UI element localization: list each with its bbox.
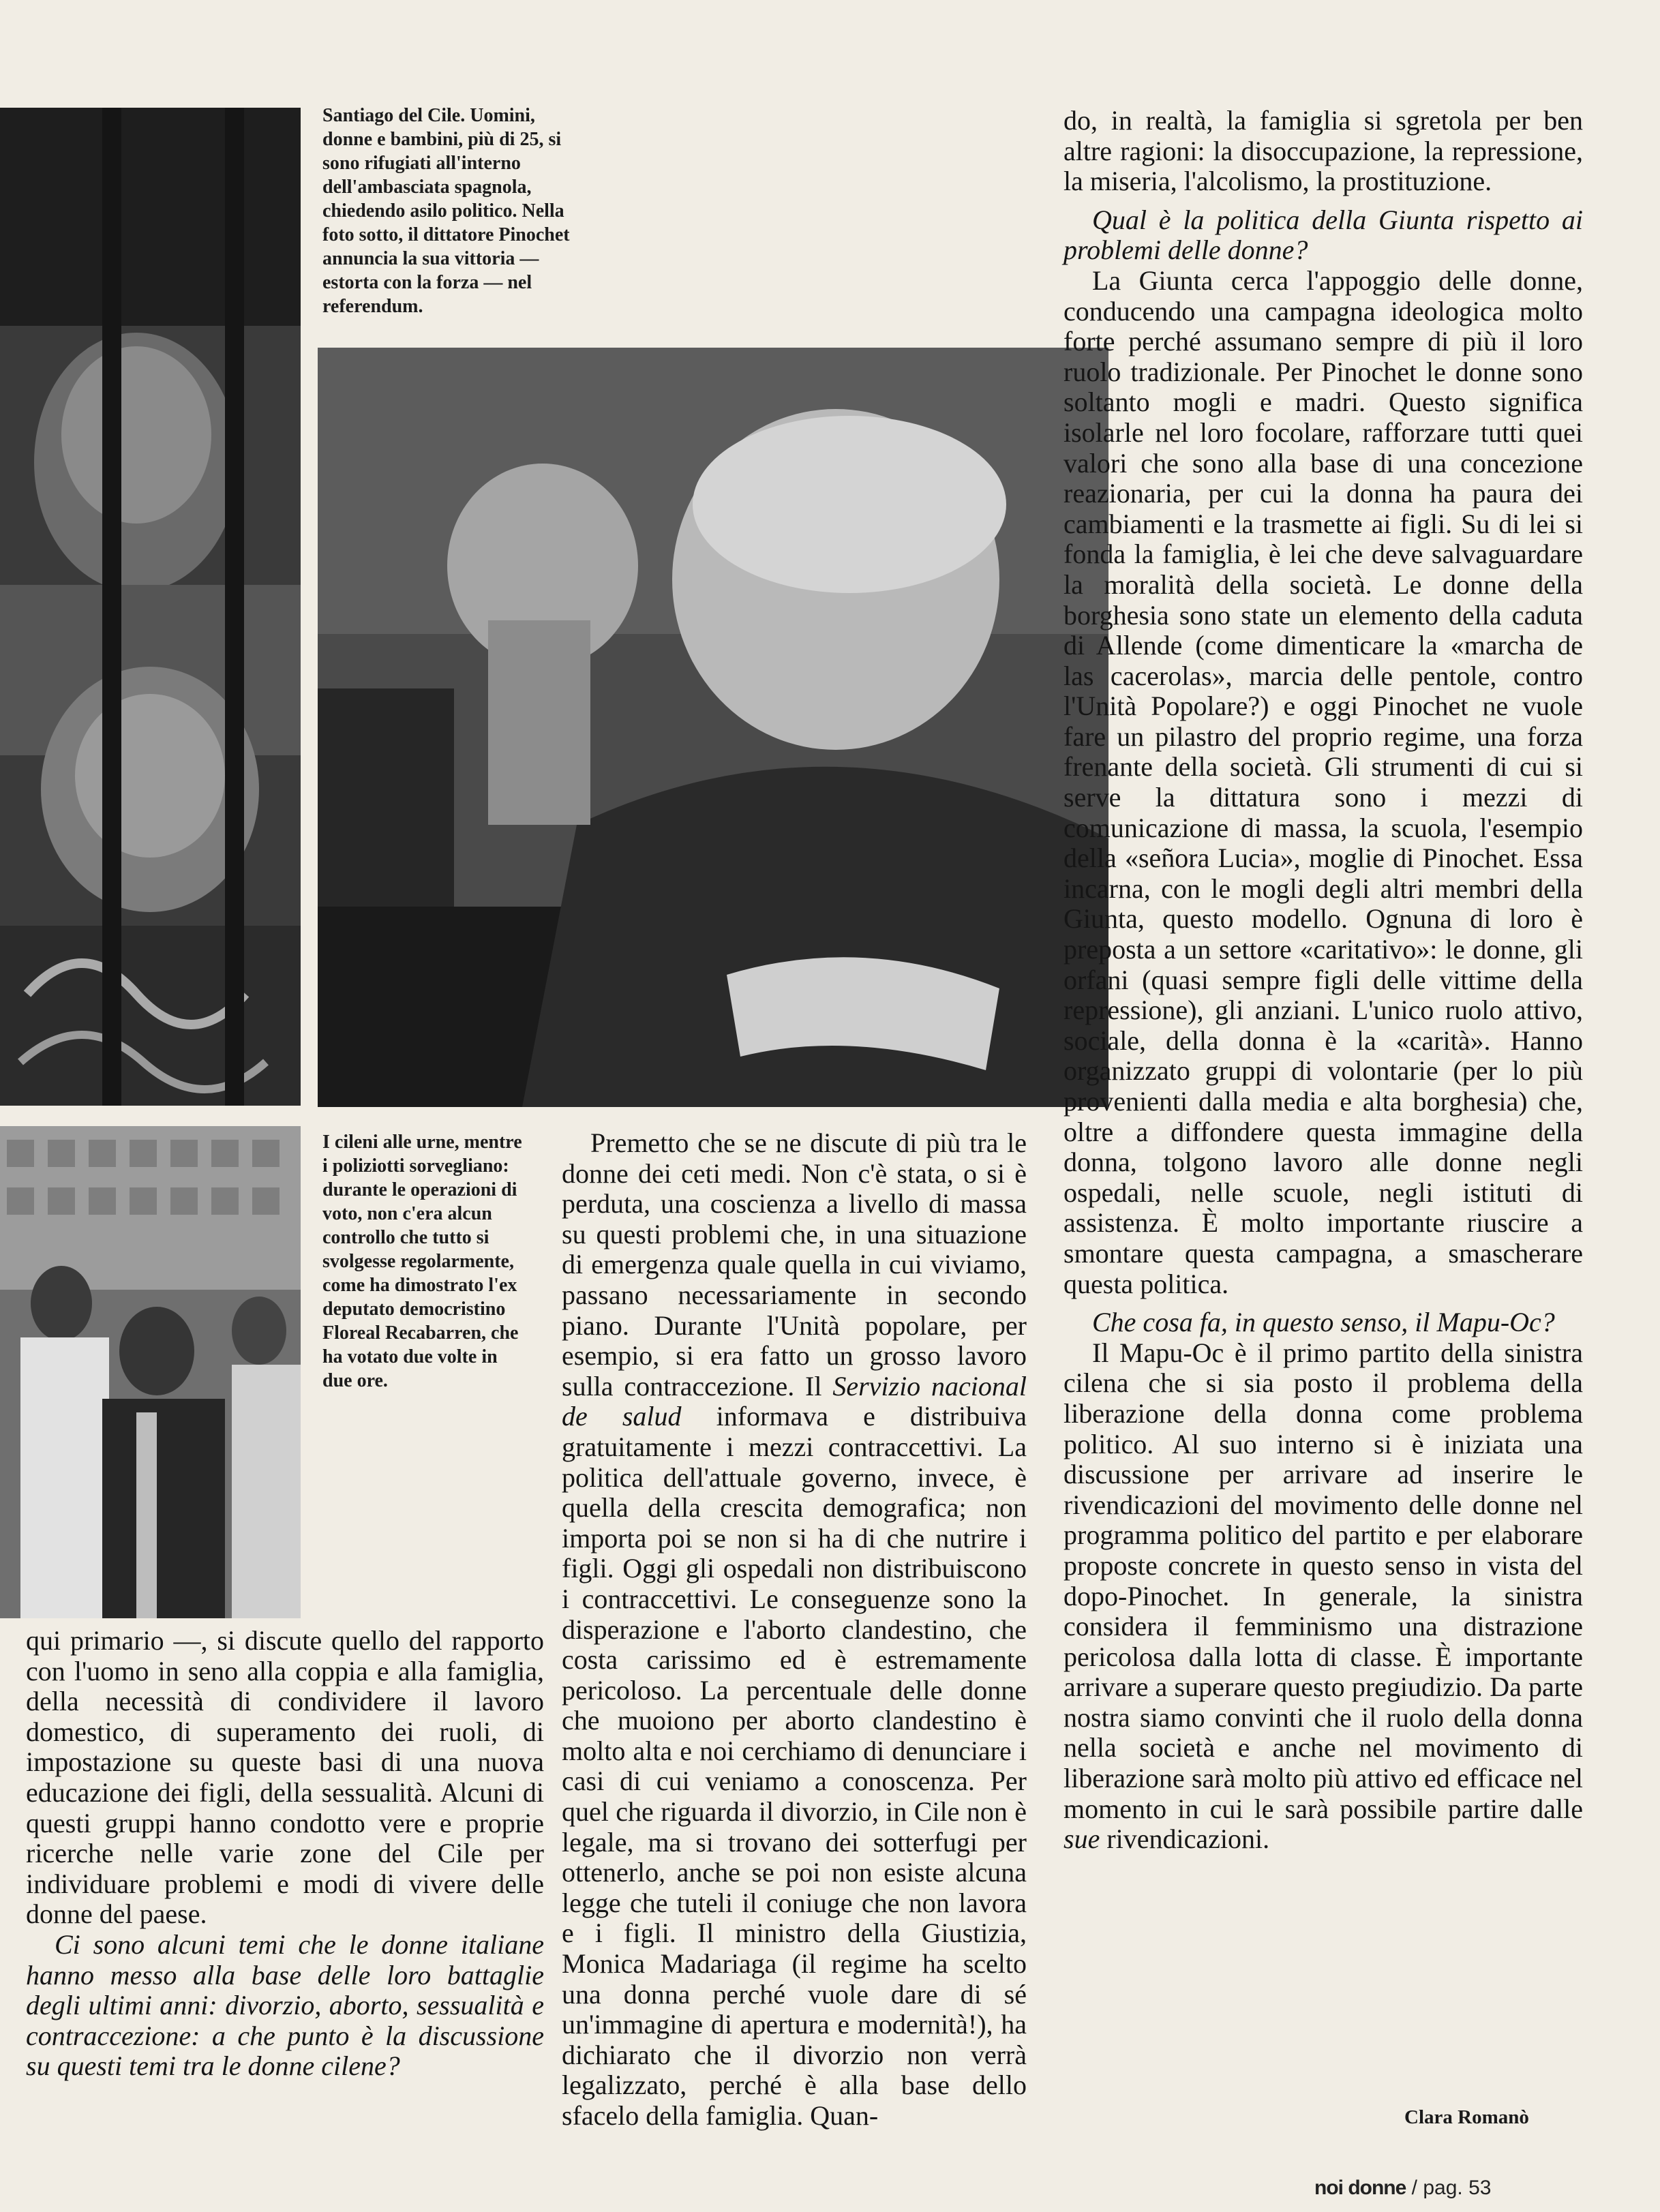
text-run: rivendicazioni.: [1106, 1823, 1270, 1855]
interview-question: Che cosa fa, in questo senso, il Mapu-Oc?: [1092, 1307, 1555, 1338]
paragraph: do, in realtà, la famiglia si sgretola per ben altre ragioni: la disoccupazione, la repressione, la miseria, l'alcolismo, la prostituzione.: [1063, 105, 1583, 197]
paragraph: qui primario —, si discute quello del rapporto con l'uomo in seno alla coppia e alla famiglia, della necessità di condividere il lavoro domestico, di superamento dei ruoli, di impostazione su queste basi di una nuova educazione dei figli, della sessualità. Alcuni di questi gruppi hanno condotto vere e proprie ricerche nelle varie zone del Cile per individuare problemi e modi di vivere delle donne del paese.: [26, 1625, 544, 1930]
text-run: Premetto che se ne discute di più tra le donne dei ceti medi. Non c'è stata, o si è perduta, una coscienza a livello di massa su questi problemi che, in una situazione di emergenza quale quella in cui viviamo, passano necessariamente in secondo piano. Durante l'Unità popolare, per esempio, si era fatto un grosso lavoro sulla contraccezione. Il: [562, 1127, 1027, 1402]
author-byline: Clara Romanò: [1404, 2106, 1529, 2128]
text-run: Il Mapu-Oc è il primo partito della sinistra cilena che si sia posto il problema della liberazione della donna come problema politico. Al suo interno si è iniziata una discussione per arrivare ad inserire le rivendicazioni del movimento delle donne nel programma politico del partito e per elaborare proposte concrete in questo senso in vista del dopo-Pinochet. In generale, la sinistra considera il femminismo una distrazione pericolosa dalla lotta di classe. È importante arrivare a superare questo pregiudizio. Da parte nostra siamo convinti che il ruolo della donna nella società e anche nel movimento di liberazione sarà molto più attivo ed efficace nel momento in cui le sarà possibile partire dalle: [1063, 1337, 1583, 1824]
article-column-1: [26, 1626, 544, 2082]
page-number: pag. 53: [1423, 2177, 1492, 2199]
interview-question: Qual è la politica della Giunta rispetto ai problemi delle donne?: [1063, 204, 1583, 266]
photo-embassy-refugees: [0, 108, 301, 1106]
interview-question: Ci sono alcuni temi che le donne italiane hanno messo alla base delle loro battaglie degli ultimi anni: divorzio, aborto, sessualità e contraccezione: a che punto è la discussione su questi temi tra le donne cilene?: [26, 1928, 544, 2082]
text-run: informava e distribuiva gratuitamente i mezzi contraccettivi. La politica dell'attuale governo, invece, è quella della crescita demografica; non importa poi se non si ha di che nutrire i figli. Oggi gli ospedali non distribuiscono i contraccettivi. Le conseguenze sono la disperazione e l'aborto clandestino, che costa carissimo ed è estremamente pericoloso. La percentuale delle donne che muoiono per aborto clandestino è molto alta e noi cerchiamo di denunciare i casi di cui veniamo a conoscenza. Per quel che riguarda il divorzio, in Cile non è legale, ma si trovano dei sotterfugi per ottenerlo, anche se poi non esiste alcuna legge che tuteli il coniuge che non lavora e i figli. Il ministro della Giustizia, Monica Madariaga (il regime ha scelto una donna perché vuole dare di sé un'immagine di apertura e modernità!), ha dichiarato che il divorzio non verrà legalizzato, perché è alla base dello sfacelo della famiglia. Quan-: [562, 1401, 1027, 2131]
article-column-3: [1063, 106, 1583, 1855]
caption-voters: I cileni alle urne, mentre i poliziotti sorvegliano: durante le operazioni di voto, non c'era alcun controllo che tutto si svolgesse regolarmente, come ha dimostrato l'ex deputato democristino Floreal Recabarren, che ha votato due volte in due ore.: [322, 1132, 522, 1391]
paragraph: [1063, 1338, 1583, 1855]
italic-text: Servizio nacional de salud: [562, 1370, 1027, 1432]
photo-voters: [0, 1126, 301, 1618]
article-column-2: [562, 1128, 1027, 2132]
photo-pinochet: [318, 348, 1108, 1107]
magazine-name: noi donne: [1314, 2177, 1406, 2199]
paragraph: [562, 1128, 1027, 2132]
footer-separator: /: [1411, 2177, 1417, 2199]
paragraph: La Giunta cerca l'appoggio delle donne, conducendo una campagna ideologica molto forte perché assumano sempre di più il loro ruolo tradizionale. Per Pinochet le donne sono soltanto mogli e madri. Questo significa isolarle nel loro focolare, rafforzare tutti quei valori che sono alla base di una concezione reazionaria, per cui la donna ha paura dei cambiamenti e la trasmette ai figli. Su di lei si fonda la famiglia, è lei che deve salvaguardare la moralità della società. Le donne della borghesia sono state un elemento della caduta di Allende (come dimenticare la «marcha de las cacerolas», marcia delle pentole, contro l'Unità Popolare?) e oggi Pinochet ne vuole fare un pilastro del proprio regime, una forza frenante della società. Gli strumenti di cui si serve la dittatura sono i mezzi di comunicazione di massa, la scuola, l'esempio della «señora Lucia», moglie di Pinochet. Essa incarna, con le mogli degli altri membri della Giunta, questo modello. Ognuna di loro è preposta a un settore «caritativo»: le donne, gli orfani (quasi sempre figli delle vittime della repressione), gli anziani. L'unico ruolo attivo, sociale, della donna è la «carità». Hanno organizzato gruppi di volontarie (per lo più provenienti dalla media e alta borghesia) che, oltre a diffondere questa immagine della donna, tolgono lavoro alle donne negli ospedali, nelle scuole, negli istituti di assistenza. È molto importante riuscire a smontare questa campagna, a smascherare questa politica.: [1063, 264, 1583, 1299]
caption-embassy: Santiago del Cile. Uomini, donne e bambini, più di 25, si sono rifugiati all'interno dell'ambasciata spagnola, chiedendo asilo politico. Nella foto sotto, il dittatore Pinochet annuncia la sua vittoria — estorta con la forza — nel referendum.: [322, 105, 570, 317]
page-footer: [1314, 2177, 1491, 2200]
italic-text: sue: [1063, 1823, 1100, 1855]
